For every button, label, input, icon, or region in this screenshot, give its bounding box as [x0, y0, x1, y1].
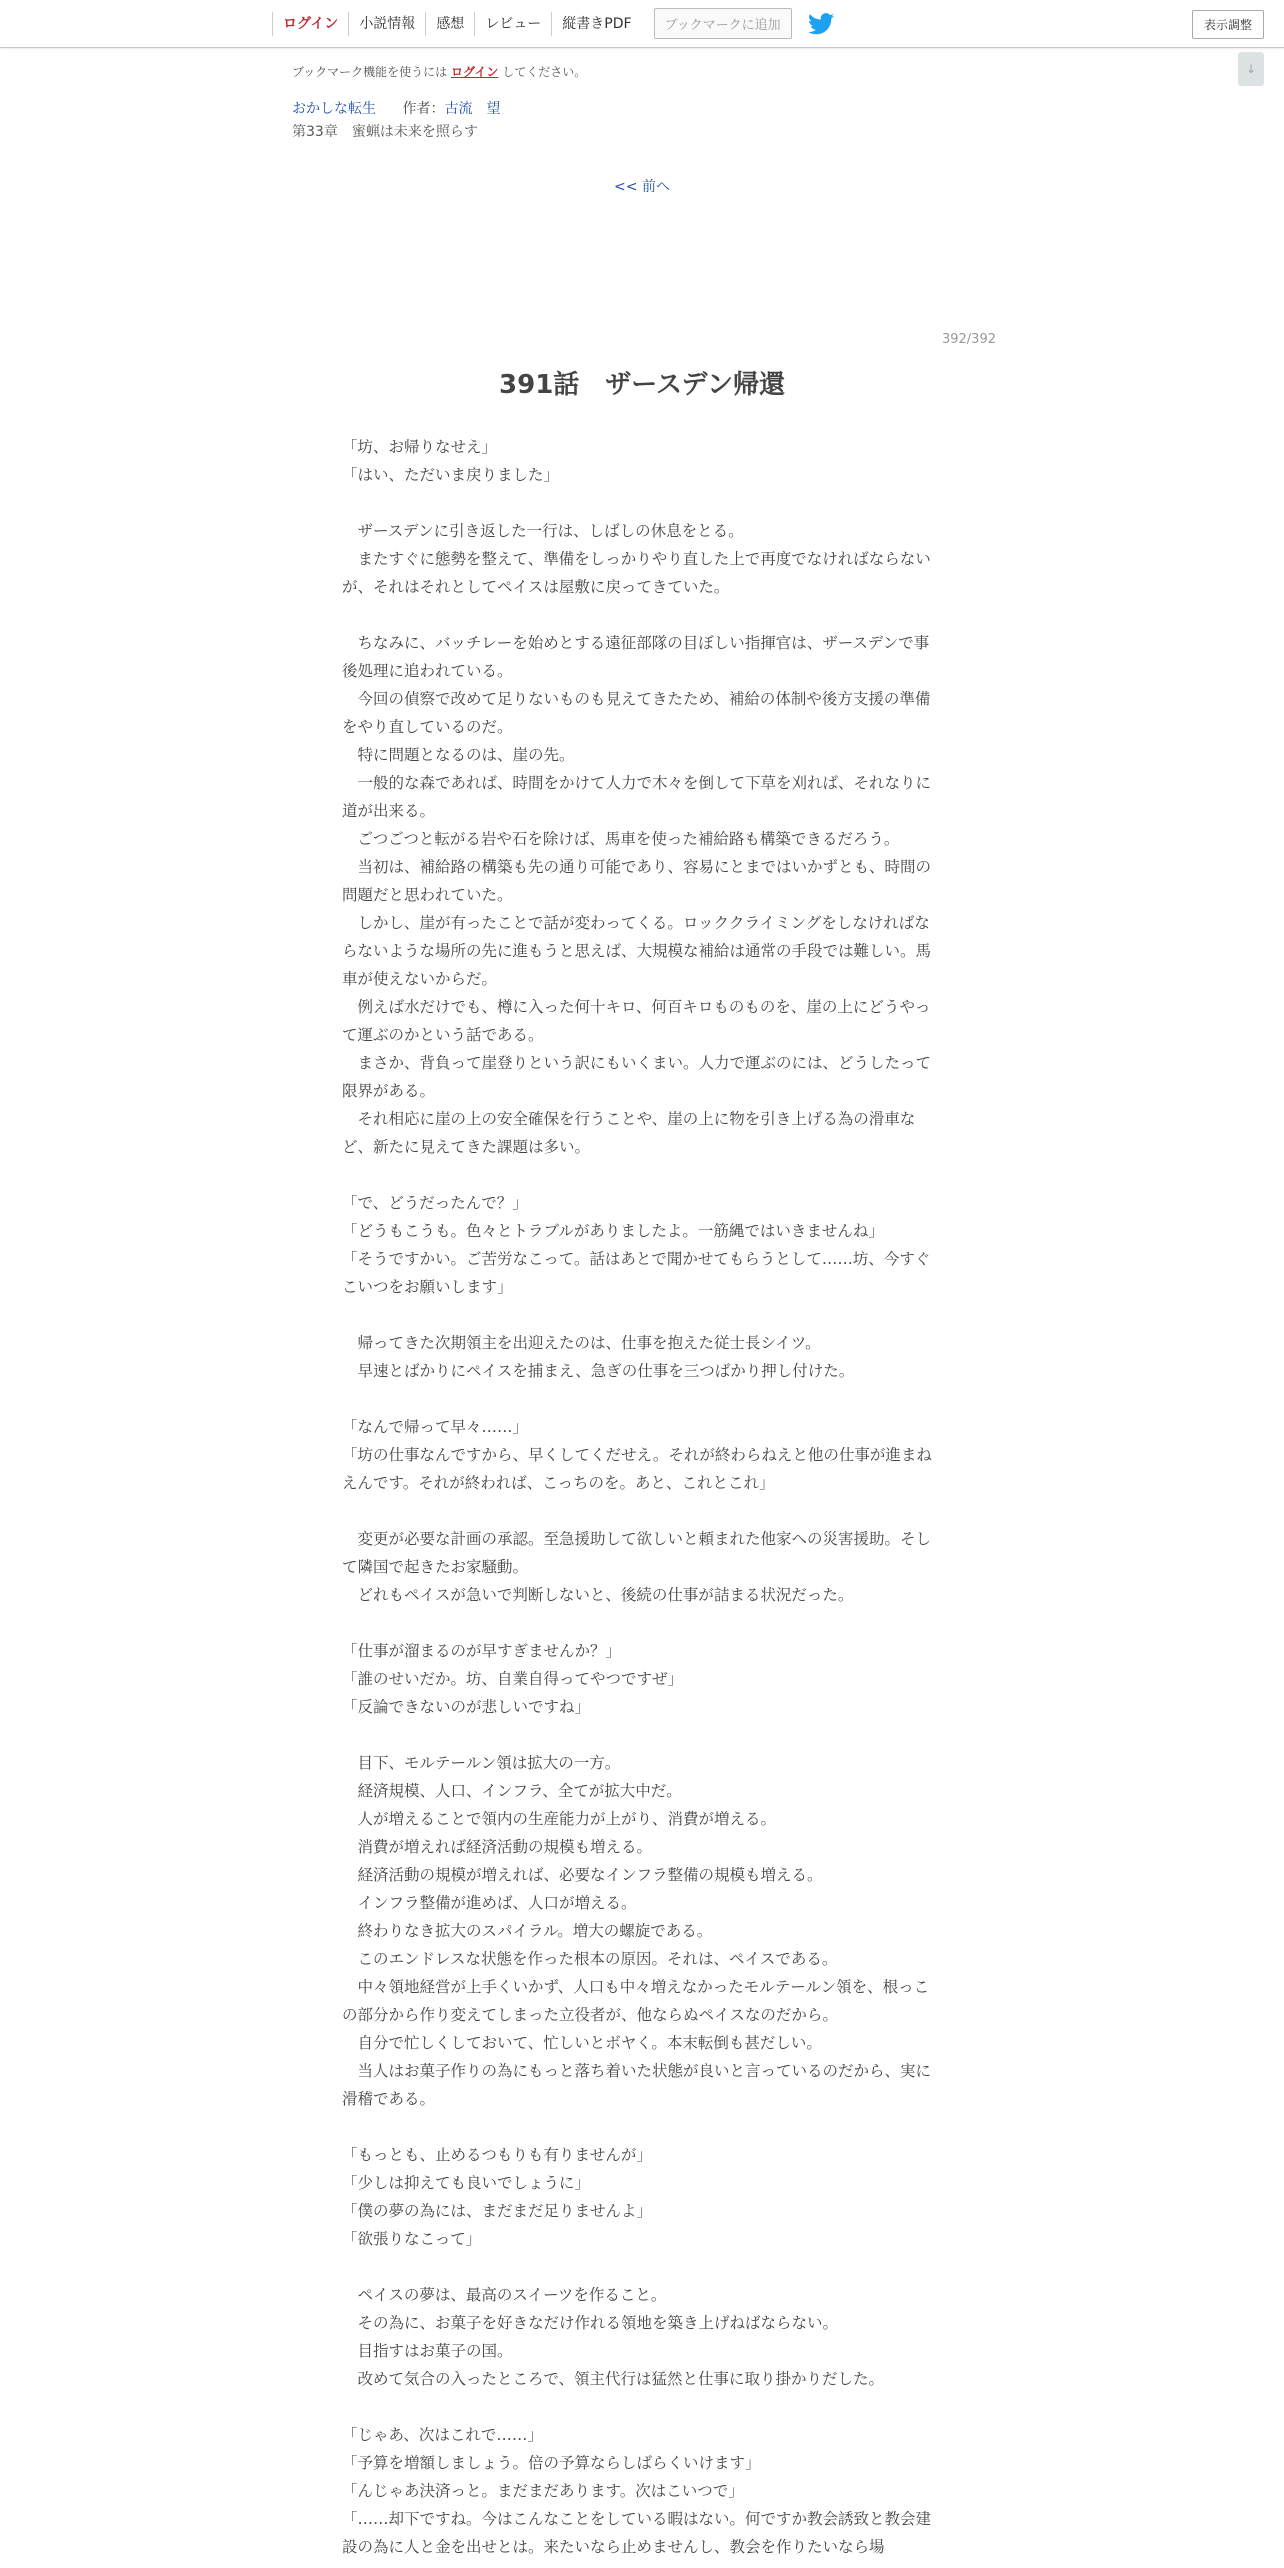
- text-line: 消費が増えれば経済活動の規模も増える。: [357, 1838, 653, 1856]
- text-line: 例えば水だけでも、樽に入った何十キロ、何百キロものものを、崖の上にどうやって運ぶのかという話である。: [342, 998, 931, 1044]
- nav-login[interactable]: ログイン: [272, 12, 348, 36]
- text-line: 「僕の夢の為には、まだまだ足りませんよ」: [342, 2202, 653, 2220]
- text-line: 自分で忙しくしておいて、忙しいとボヤく。本末転倒も甚だしい。: [357, 2034, 822, 2052]
- text-line: それ相応に崖の上の安全確保を行うことや、崖の上に物を引き上げる為の滑車など、新たに見えてきた課題は多い。: [342, 1110, 916, 1156]
- text-line: 「で、どうだったんで？」: [342, 1194, 528, 1212]
- top-nav-bar: [0, 0, 1284, 48]
- text-line: 中々領地経営が上手くいかず、人口も中々増えなかったモルテールン領を、根っこの部分から作り変えてしまった立役者が、他ならぬペイスなのだから。: [342, 1978, 930, 2024]
- text-line: [342, 601, 935, 629]
- text-line: ペイスの夢は、最高のスイーツを作ること。: [357, 2286, 667, 2304]
- text-line: ちなみに、バッチレーを始めとする遠征部隊の目ぼしい指揮官は、ザースデンで事後処理に追われている。: [342, 634, 930, 680]
- bookmark-notice: [292, 63, 586, 80]
- text-line: 「反論できないのが悲しいですね」: [342, 1698, 591, 1716]
- text-line: [342, 1385, 935, 1413]
- text-line: [342, 2393, 935, 2421]
- notice-prefix: ブックマーク機能を使うには: [292, 65, 448, 79]
- text-line: 「どうもこうも。色々とトラブルがありましたよ。一筋縄ではいきませんね」: [342, 1222, 884, 1240]
- text-line: 経済活動の規模が増えれば、必要なインフラ整備の規模も増える。: [357, 1866, 823, 1884]
- text-line: 当初は、補給路の構築も先の通り可能であり、容易にとまではいかずとも、時間の問題だと思われていた。: [342, 858, 932, 904]
- text-line: 「欲張りなこって」: [342, 2230, 482, 2248]
- text-line: 変更が必要な計画の承認。至急援助して欲しいと頼まれた他家への災害援助。そして隣国で起きたお家騒動。: [342, 1530, 932, 1576]
- text-line: 「坊、お帰りなせえ」: [342, 438, 498, 456]
- text-line: [342, 2253, 935, 2281]
- text-line: 「坊の仕事なんですから、早くしてくだせえ。それが終わらねえと他の仕事が進まねえんです。それが終われば、こっちのを。あと、これとこれ」: [342, 1446, 932, 1492]
- text-line: 「少しは抑えても良いでしょうに」: [342, 2174, 591, 2192]
- text-line: 「仕事が溜まるのが早すぎませんか？」: [342, 1642, 622, 1660]
- prev-link[interactable]: << 前へ: [614, 179, 670, 195]
- add-bookmark-button[interactable]: ブックマークに追加: [654, 8, 792, 39]
- text-line: 目指すはお菓子の国。: [357, 2342, 513, 2360]
- episode-title: 391話 ザースデン帰還: [499, 370, 785, 400]
- text-line: 経済規模、人口、インフラ、全てが拡大中だ。: [357, 1782, 682, 1800]
- nav-review[interactable]: レビュー: [474, 12, 551, 36]
- novel-body-text: [342, 433, 935, 2561]
- text-line: またすぐに態勢を整えて、準備をしっかりやり直した上で再度でなければならないが、それはそれとしてペイスは屋敷に戻ってきていた。: [342, 550, 931, 596]
- nav-novel-info[interactable]: 小説情報: [348, 12, 425, 36]
- chapter-title: 第33章 蜜蝋は未来を照らす: [292, 124, 478, 140]
- author-link[interactable]: 古流 望: [444, 101, 501, 117]
- text-line: まさか、背負って崖登りという訳にもいくまい。人力で運ぶのには、どうしたって限界がある。: [342, 1054, 932, 1100]
- page-count: 392/392: [941, 332, 996, 347]
- text-line: [342, 1497, 935, 1525]
- text-line: 「んじゃあ決済っと。まだまだあります。次はこいつで」: [342, 2482, 744, 2500]
- author-label: 作者：: [402, 101, 445, 117]
- text-line: しかし、崖が有ったことで話が変わってくる。ロッククライミングをしなければならないような場所の先に進もうと思えば、大規模な補給は通常の手段では難しい。馬車が使えないからだ。: [342, 914, 932, 988]
- text-line: [342, 1161, 935, 1189]
- work-info: [292, 98, 500, 118]
- text-line: 「予算を増額しましょう。倍の予算ならしばらくいけます」: [342, 2454, 761, 2472]
- text-line: どれもペイスが急いで判断しないと、後続の仕事が詰まる状況だった。: [357, 1586, 854, 1604]
- notice-login-link[interactable]: ログイン: [451, 65, 499, 79]
- text-line: 帰ってきた次期領主を出迎えたのは、仕事を抱えた従士長シイツ。: [357, 1334, 821, 1352]
- text-line: 「はい、ただいま戻りました」: [342, 466, 560, 484]
- nav-impressions[interactable]: 感想: [425, 12, 474, 36]
- novel-title-link[interactable]: おかしな転生: [292, 101, 376, 117]
- nav-vertical-pdf[interactable]: 縦書きPDF: [551, 12, 641, 36]
- text-line: 今回の偵察で改めて足りないものも見えてきたため、補給の体制や後方支援の準備をやり直しているのだ。: [342, 690, 931, 736]
- text-line: [342, 2113, 935, 2141]
- scroll-down-button[interactable]: [1238, 52, 1264, 86]
- text-line: 人が増えることで領内の生産能力が上がり、消費が増える。: [357, 1810, 777, 1828]
- main-nav: [272, 0, 834, 47]
- text-line: インフラ整備が進めば、人口が増える。: [357, 1894, 637, 1912]
- text-line: 「……却下ですね。今はこんなことをしている暇はない。何ですか教会誘致と教会建設の為に人と金を出せとは。来たいなら止めませんし、教会を作りたいなら場: [342, 2510, 932, 2556]
- arrow-down-icon: ↓: [1245, 62, 1257, 76]
- text-line: 改めて気合の入ったところで、領主代行は猛然と仕事に取り掛かりだした。: [357, 2370, 885, 2388]
- twitter-icon[interactable]: [808, 13, 834, 35]
- text-line: 終わりなき拡大のスパイラル。増大の螺旋である。: [357, 1922, 713, 1940]
- display-settings-button[interactable]: 表示調整: [1192, 10, 1264, 39]
- text-line: [342, 1721, 935, 1749]
- text-line: 「そうですかい。ご苦労なこって。話はあとで聞かせてもらうとして……坊、今すぐこいつをお願いします」: [342, 1250, 931, 1296]
- text-line: 早速とばかりにペイスを捕まえ、急ぎの仕事を三つばかり押し付けた。: [357, 1362, 855, 1380]
- text-line: 「じゃあ、次はこれで……」: [342, 2426, 543, 2444]
- notice-suffix: してください。: [502, 65, 587, 79]
- text-line: [342, 1301, 935, 1329]
- text-line: 当人はお菓子作りの為にもっと落ち着いた状態が良いと言っているのだから、実に滑稽である。: [342, 2062, 932, 2108]
- text-line: [342, 1609, 935, 1637]
- text-line: 一般的な森であれば、時間をかけて人力で木々を倒して下草を刈れば、それなりに道が出来る。: [342, 774, 932, 820]
- text-line: その為に、お菓子を好きなだけ作れる領地を築き上げねばならない。: [357, 2314, 839, 2332]
- text-line: 「もっとも、止めるつもりも有りませんが」: [342, 2146, 652, 2164]
- text-line: このエンドレスな状態を作った根本の原因。それは、ペイスである。: [357, 1950, 838, 1968]
- text-line: 特に問題となるのは、崖の先。: [357, 746, 575, 764]
- text-line: 「誰のせいだか。坊、自業自得ってやつですぜ」: [342, 1670, 684, 1688]
- text-line: ごつごつと転がる岩や石を除けば、馬車を使った補給路も構築できるだろう。: [357, 830, 900, 848]
- text-line: 目下、モルテールン領は拡大の一方。: [357, 1754, 621, 1772]
- text-line: [342, 489, 935, 517]
- text-line: ザースデンに引き返した一行は、しばしの休息をとる。: [357, 522, 744, 540]
- prev-page-link: [0, 176, 1284, 196]
- text-line: 「なんで帰って早々……」: [342, 1418, 529, 1436]
